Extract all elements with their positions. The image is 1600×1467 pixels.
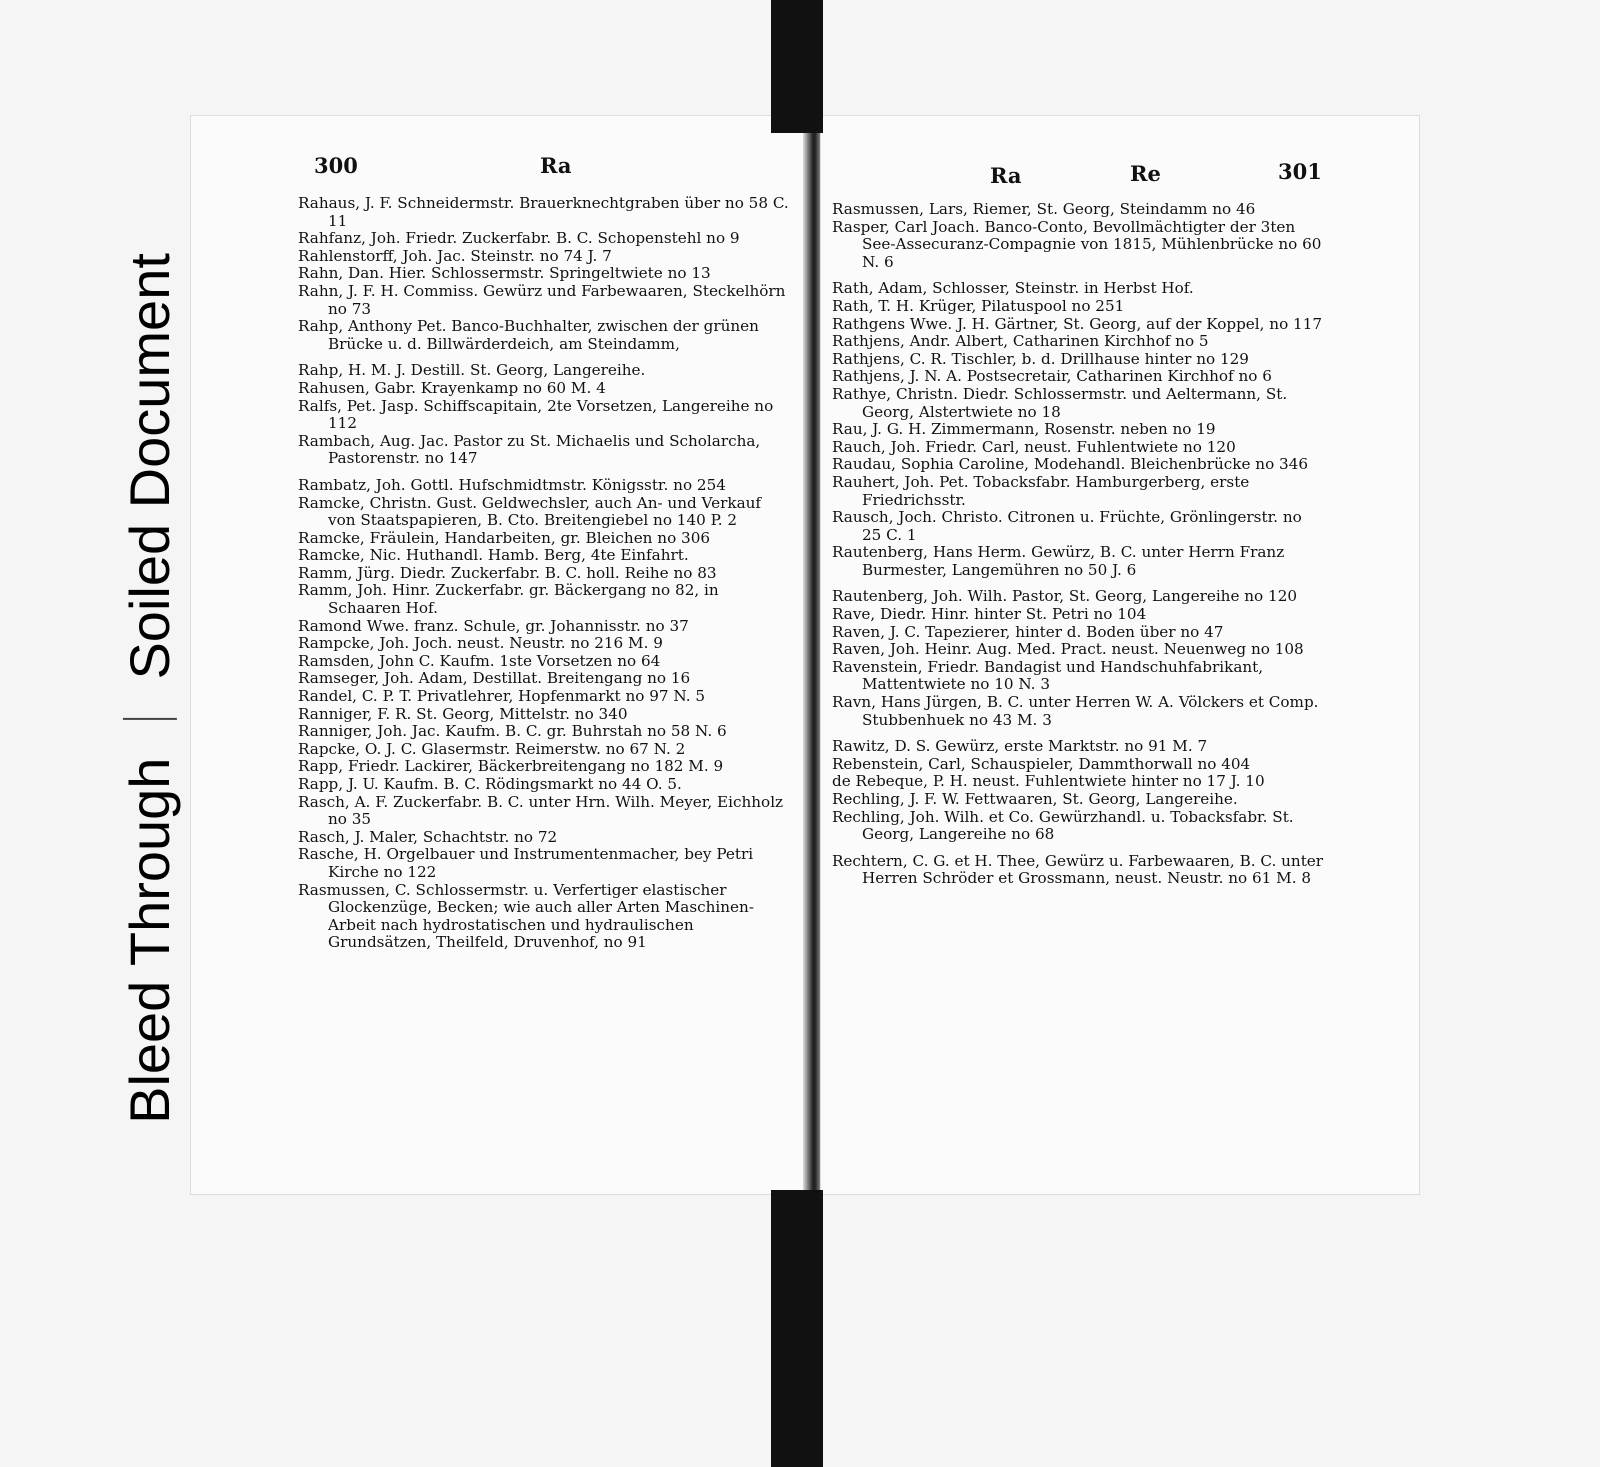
entry: Rambatz, Joh. Gottl. Hufschmidtmstr. Königsstr. no 254 <box>298 475 726 494</box>
entry: Rathjens, C. R. Tischler, b. d. Drillhause hinter no 129 <box>832 349 1249 368</box>
entry: Rauch, Joh. Friedr. Carl, neust. Fuhlentwiete no 120 <box>832 437 1236 456</box>
entry: Ramm, Jürg. Diedr. Zuckerfabr. B. C. holl. Reihe no 83 <box>298 563 717 582</box>
right-page-header-left: Ra <box>990 163 1022 188</box>
open-book <box>190 115 1420 1195</box>
entry: Ranniger, F. R. St. Georg, Mittelstr. no 340 <box>298 704 628 723</box>
bleed-through-label: Bleed Through <box>117 757 181 1124</box>
entry: Ramsden, John C. Kaufm. 1ste Vorsetzen no 64 <box>298 651 661 670</box>
entry: Rasch, J. Maler, Schachtstr. no 72 <box>298 827 558 846</box>
entry: Rautenberg, Hans Herm. Gewürz, B. C. unter Herrn Franz Burmester, Langemühren no 50 J. 6 <box>832 543 1285 579</box>
entry: Rasper, Carl Joach. Banco-Conto, Bevollmächtigter der 3ten See-Assecuranz-Compagnie von 1815, Mühlenbrücke no 60 N. 6 <box>832 217 1322 271</box>
entry: Rathjens, J. N. A. Postsecretair, Catharinen Kirchhof no 6 <box>832 367 1272 386</box>
entry: Rauhert, Joh. Pet. Tobacksfabr. Hamburgerberg, erste Friedrichsstr. <box>832 472 1250 509</box>
entry: Rathjens, Andr. Albert, Catharinen Kirchhof no 5 <box>832 332 1209 351</box>
right-page <box>820 115 1420 1195</box>
entry: Ramcke, Fräulein, Handarbeiten, gr. Bleichen no 306 <box>298 528 711 547</box>
soiled-document-label: Soiled Document <box>117 253 181 680</box>
entry: Rahn, J. F. H. Commiss. Gewürz und Farbewaaren, Steckelhörn no 73 <box>298 281 786 318</box>
entry: Rampcke, Joh. Joch. neust. Neustr. no 216 M. 9 <box>298 634 663 653</box>
entry: Rasmussen, C. Schlossermstr. u. Verfertiger elastischer Glockenzüge, Becken; wie auch aller Arten Maschinen-Arbeit nach hydrostatischen und hydraulischen Grundsätzen, Theilfeld, Druvenhof, no 91 <box>298 880 754 952</box>
entry: Raven, J. C. Tapezierer, hinter d. Boden über no 47 <box>832 622 1224 641</box>
entry: Rahp, Anthony Pet. Banco-Buchhalter, zwischen der grünen Brücke u. d. Billwärderdeich, am Steindamm, <box>298 317 759 353</box>
entry: Rath, Adam, Schlosser, Steinstr. in Herbst Hof. <box>832 279 1194 298</box>
entry: Raudau, Sophia Caroline, Modehandl. Bleichenbrücke no 346 <box>832 455 1309 474</box>
left-page-number: 300 <box>314 153 358 178</box>
entry: de Rebeque, P. H. neust. Fuhlentwiete hinter no 17 J. 10 <box>832 772 1265 791</box>
binding-clip-bottom <box>771 1190 823 1467</box>
entry: Rave, Diedr. Hinr. hinter St. Petri no 104 <box>832 605 1147 624</box>
entry: Ravn, Hans Jürgen, B. C. unter Herren W. A. Völckers et Comp. Stubbenhuek no 43 M. 3 <box>832 693 1319 729</box>
entry: Rapp, J. U. Kaufm. B. C. Rödingsmarkt no 44 O. 5. <box>298 775 682 793</box>
right-page-number: 301 <box>1278 159 1322 184</box>
right-entries <box>832 201 1324 888</box>
entry: Ramm, Joh. Hinr. Zuckerfabr. gr. Bäckergang no 82, in Schaaren Hof. <box>298 581 719 618</box>
entry: Ramond Wwe. franz. Schule, gr. Johannisstr. no 37 <box>298 616 689 635</box>
label-separator <box>122 718 176 720</box>
entry: Rautenberg, Joh. Wilh. Pastor, St. Georg, Langereihe no 120 <box>832 587 1298 606</box>
entry: Rahp, H. M. J. Destill. St. Georg, Langereihe. <box>298 361 646 380</box>
left-page-header: Ra <box>540 153 572 178</box>
entry: Rawitz, D. S. Gewürz, erste Marktstr. no 91 M. 7 <box>832 737 1208 756</box>
entry: Raven, Joh. Heinr. Aug. Med. Pract. neust. Neuenweg no 108 <box>832 640 1304 659</box>
entry: Rath, T. H. Krüger, Pilatuspool no 251 <box>832 296 1125 315</box>
entry: Rasmussen, Lars, Riemer, St. Georg, Steindamm no 46 <box>832 200 1256 218</box>
entry: Rausch, Joch. Christo. Citronen u. Früchte, Grönlingerstr. no 25 C. 1 <box>832 508 1302 544</box>
side-label <box>118 196 180 1181</box>
entry: Rebenstein, Carl, Schauspieler, Dammthorwall no 404 <box>832 754 1251 773</box>
entry: Rechling, Joh. Wilh. et Co. Gewürzhandl. u. Tobacksfabr. St. Georg, Langereihe no 68 <box>832 807 1294 844</box>
entry: Ranniger, Joh. Jac. Kaufm. B. C. gr. Buhrstah no 58 N. 6 <box>298 722 727 741</box>
entry: Rapcke, O. J. C. Glasermstr. Reimerstw. no 67 N. 2 <box>298 739 686 758</box>
entry: Rathgens Wwe. J. H. Gärtner, St. Georg, auf der Koppel, no 117 <box>832 314 1323 333</box>
entry: Ramcke, Christn. Gust. Geldwechsler, auch An- und Verkauf von Staatspapieren, B. Cto. Breitengiebel no 140 P. 2 <box>298 493 762 530</box>
entry: Rambach, Aug. Jac. Pastor zu St. Michaelis und Scholarcha, Pastorenstr. no 147 <box>298 431 761 468</box>
entry: Ravenstein, Friedr. Bandagist und Handschuhfabrikant, Mattentwiete no 10 N. 3 <box>832 657 1264 694</box>
entry: Rahlenstorff, Joh. Jac. Steinstr. no 74 J. 7 <box>298 246 612 265</box>
left-page <box>190 115 815 1195</box>
entry: Ramcke, Nic. Huthandl. Hamb. Berg, 4te Einfahrt. <box>298 546 689 565</box>
entry: Rasch, A. F. Zuckerfabr. B. C. unter Hrn. Wilh. Meyer, Eichholz no 35 <box>298 792 784 829</box>
right-page-header-right: Re <box>1130 161 1161 186</box>
entry: Rahusen, Gabr. Krayenkamp no 60 M. 4 <box>298 378 606 397</box>
entry: Rahaus, J. F. Schneidermstr. Brauerknechtgraben über no 58 C. 11 <box>298 194 789 230</box>
entry: Rahfanz, Joh. Friedr. Zuckerfabr. B. C. Schopenstehl no 9 <box>298 229 740 248</box>
entry: Rapp, Friedr. Lackirer, Bäckerbreitengang no 182 M. 9 <box>298 757 724 776</box>
entry: Rasche, H. Orgelbauer und Instrumentenmacher, bey Petri Kirche no 122 <box>298 845 754 881</box>
entry: Ramseger, Joh. Adam, Destillat. Breitengang no 16 <box>298 669 691 688</box>
entry: Randel, C. P. T. Privatlehrer, Hopfenmarkt no 97 N. 5 <box>298 687 706 706</box>
entry: Rau, J. G. H. Zimmermann, Rosenstr. neben no 19 <box>832 420 1216 439</box>
entry: Ralfs, Pet. Jasp. Schiffscapitain, 2te Vorsetzen, Langereihe no 112 <box>298 396 774 433</box>
entry: Rechling, J. F. W. Fettwaaren, St. Georg, Langereihe. <box>832 790 1238 808</box>
entry: Rechtern, C. G. et H. Thee, Gewürz u. Farbewaaren, B. C. unter Herren Schröder et Grossmann, neust. Neustr. no 61 M. 8 <box>832 851 1324 888</box>
entry: Rathye, Christn. Diedr. Schlossermstr. und Aeltermann, St. Georg, Alstertwiete no 18 <box>832 384 1288 421</box>
binding-clip-top <box>771 0 823 133</box>
entry: Rahn, Dan. Hier. Schlossermstr. Springeltwiete no 13 <box>298 264 711 283</box>
left-entries <box>298 195 793 952</box>
